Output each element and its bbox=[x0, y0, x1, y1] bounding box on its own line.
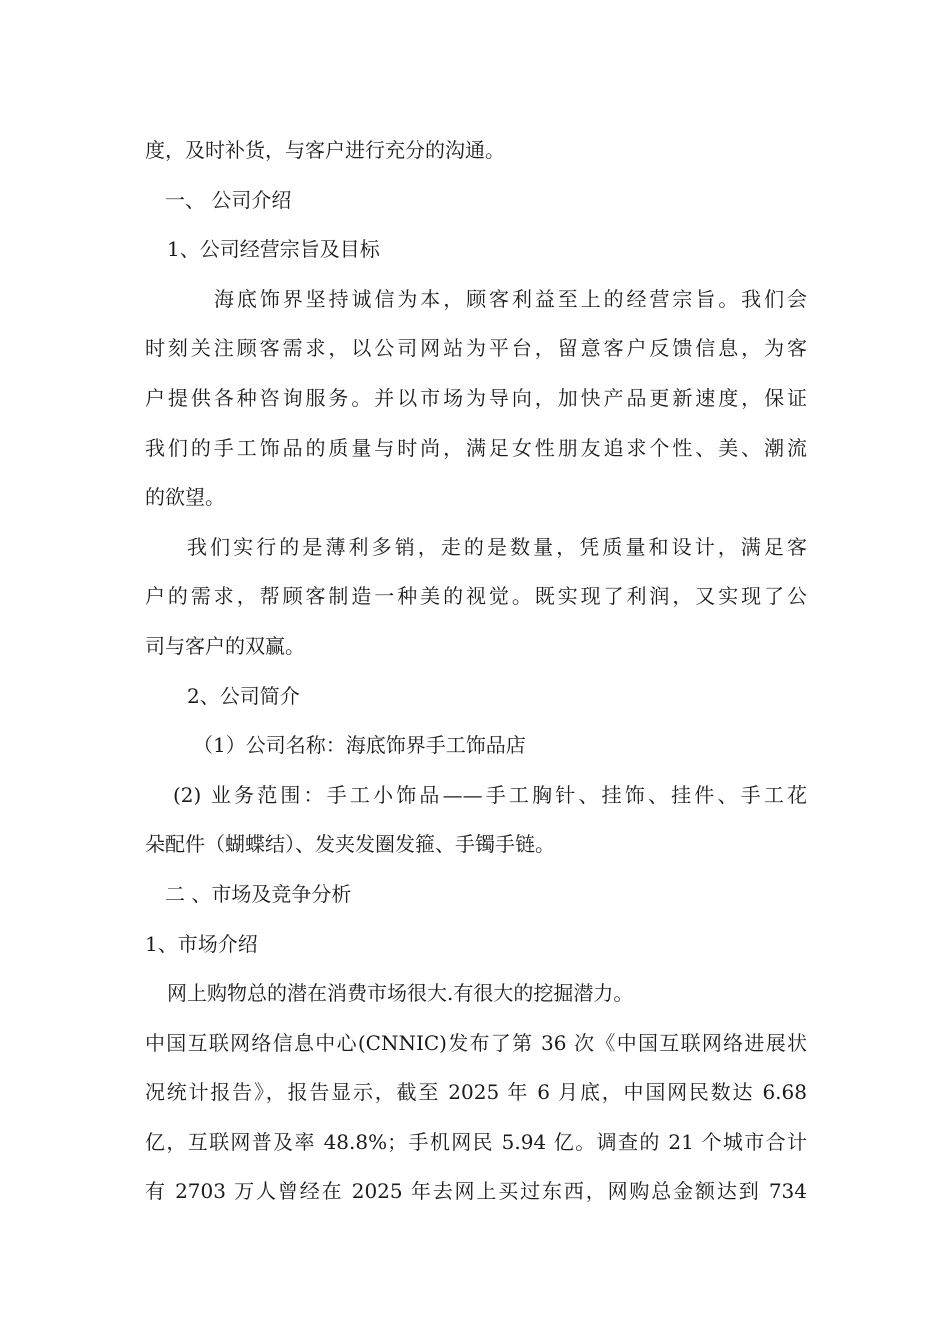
paragraph-line: 户的需求，帮顾客制造一种美的视觉。既实现了利润，又实现了公 bbox=[145, 584, 807, 609]
paragraph-continuation: 度，及时补货，与客户进行充分的沟通。 bbox=[145, 138, 505, 162]
paragraph-line: 中国互联网络信息中心(CNNIC)发布了第 36 次《中国互联网络进展状 bbox=[145, 1030, 807, 1055]
paragraph-line: 我们的手工饰品的质量与时尚，满足女性朋友追求个性、美、潮流 bbox=[145, 435, 807, 460]
subheading-company-profile: 2、公司简介 bbox=[187, 683, 300, 708]
paragraph-line: 司与客户的双赢。 bbox=[145, 633, 305, 658]
paragraph-line: 况统计报告》，报告显示，截至 2025 年 6 月底，中国网民数达 6.68 bbox=[145, 1080, 807, 1105]
paragraph-line: 网上购物总的潜在消费市场很大.有很大的挖掘潜力。 bbox=[167, 981, 634, 1006]
paragraph-line: 亿，互联网普及率 48.8%；手机网民 5.94 亿。调查的 21 个城市合计 bbox=[145, 1129, 807, 1154]
subheading-mission-goals: 1、公司经营宗旨及目标 bbox=[167, 237, 380, 262]
document-body bbox=[145, 126, 807, 1217]
section-heading-market-analysis: 二 、市场及竞争分析 bbox=[165, 881, 352, 906]
paragraph-line: 有 2703 万人曾经在 2025 年去网上买过东西，网购总金额达到 734 bbox=[145, 1179, 807, 1204]
paragraph-line: 时刻关注顾客需求，以公司网站为平台，留意客户反馈信息，为客 bbox=[145, 336, 807, 361]
list-item-company-name: （1）公司名称：海底饰界手工饰品店 bbox=[193, 733, 526, 758]
section-heading-company-intro: 一、 公司介绍 bbox=[165, 187, 292, 212]
paragraph-line: 我们实行的是薄利多销，走的是数量，凭质量和设计，满足客 bbox=[187, 534, 807, 559]
paragraph-line: 户提供各种咨询服务。并以市场为导向，加快产品更新速度，保证 bbox=[145, 385, 807, 410]
list-item-business-scope: (2) 业务范围：手工小饰品——手工胸针、挂饰、挂件、手工花 bbox=[173, 782, 807, 807]
paragraph-line: 朵配件（蝴蝶结）、发夹发圈发箍、手镯手链。 bbox=[145, 832, 555, 857]
paragraph-line: 海底饰界坚持诚信为本，顾客利益至上的经营宗旨。我们会 bbox=[214, 286, 807, 311]
paragraph-line: 的欲望。 bbox=[145, 485, 225, 510]
subheading-market-intro: 1、市场介绍 bbox=[145, 931, 258, 956]
